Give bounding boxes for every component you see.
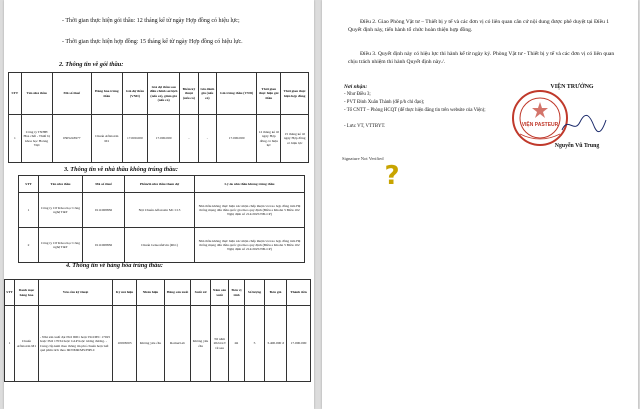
header-win-price: Giá trúng thầu (VND) bbox=[217, 73, 257, 115]
goods-table bbox=[4, 279, 311, 382]
cell: 2 bbox=[19, 228, 39, 263]
table-row bbox=[5, 306, 311, 382]
header-year: Năm sản xuất bbox=[211, 280, 229, 306]
cell: 17.000.000 bbox=[217, 115, 257, 163]
header-stt: STT bbox=[9, 73, 22, 115]
cell: 1 bbox=[9, 115, 22, 163]
cell: 3.400.000 đ bbox=[265, 306, 287, 382]
handwritten-signature bbox=[558, 112, 608, 136]
article-3: Điều 3. Quyết định này có hiệu lực thi hành kể từ ngày ký. Phòng Vật tư - Thiết bị y tế và các đơn vị có liên quan chịu trách nhiệm thi hành Quyết định này./. bbox=[348, 51, 615, 65]
signer-title: VIỆN TRƯỞNG bbox=[550, 84, 594, 90]
article-2: Điều 2. Giao Phòng Vật tư – Thiết bị y tế và các đơn vị có liên quan căn cứ nội dung được phê duyệt tại Điều 1 Quyết định này, tiến hành tổ chức hoàn thiện hợp đồng. bbox=[348, 19, 610, 33]
recipient-item: - Tổ CNTT – Phòng HCQT (để thực hiện đăng tin trên website của Viện); bbox=[344, 108, 486, 113]
recipient-item: - Như Điều 3; bbox=[344, 92, 371, 97]
header-total: Thành tiền bbox=[287, 280, 311, 306]
cell: Từ năm 2024 trở về sau bbox=[211, 306, 229, 382]
cell: Công ty TNHH Hóa chất - Thiết bị khoa học Hoàng Việt bbox=[21, 115, 52, 163]
recipient-item: - Lưu: VT, VTTBYT. bbox=[344, 124, 386, 129]
header-bidder: Tên nhà thầu bbox=[21, 73, 52, 115]
signature-icon bbox=[558, 112, 608, 136]
cell: Chuẩn Aflatoxin M1 bbox=[15, 306, 39, 382]
header-origin: Xuất xứ bbox=[191, 280, 211, 306]
header-contract-time: Thời gian thực hiện hợp đồng bbox=[281, 73, 309, 115]
header-code: Ký mã hiệu bbox=[113, 280, 137, 306]
bullet-contract-duration: - Thời gian thực hiện hợp đồng: 15 tháng kể từ ngày Hợp đồng có hiệu lực. bbox=[62, 39, 243, 45]
bullet-package-duration: - Thời gian thực hiện gói thầu: 12 tháng kể từ ngày Hợp đồng có hiệu lực; bbox=[62, 18, 240, 24]
header-adjusted-price: Giá dự thầu sau điều chỉnh sai lệch (nếu có), giảm giá (nếu có) bbox=[148, 73, 180, 115]
cell: 12 tháng kể từ ngày Hợp đồng có hiệu lực bbox=[257, 115, 281, 163]
signature-status: Signature Not Verified bbox=[342, 156, 384, 161]
package-table bbox=[8, 72, 309, 163]
recipient-item: - PVT Đinh Xuân Thành (để p/h chỉ đạo); bbox=[344, 100, 425, 105]
header-item: Danh mục hàng hóa bbox=[15, 280, 39, 306]
table-row bbox=[9, 115, 309, 163]
cell: Công ty CP Khoa học Công nghệ T&T bbox=[39, 228, 83, 263]
goods-table-header bbox=[5, 280, 311, 306]
header-requirements: Yêu cầu kỹ thuật bbox=[39, 280, 113, 306]
cell: 10003003 bbox=[113, 306, 137, 382]
cell: 17.000.000 bbox=[287, 306, 311, 382]
signer-name: Nguyễn Vũ Trung bbox=[554, 143, 600, 149]
header-tax-code: Mã số thuế bbox=[52, 73, 91, 115]
header-brand: Nhãn hiệu bbox=[137, 280, 165, 306]
cell: 0305243977 bbox=[52, 115, 91, 163]
cell: RomerLab bbox=[165, 306, 191, 382]
header-bid-price: Giá dự thầu (VND) bbox=[122, 73, 147, 115]
header-tech-score: Điểm kỹ thuật (nếu có) bbox=[180, 73, 198, 115]
header-tax-code: Mã số thuế bbox=[83, 176, 125, 193]
package-table-header bbox=[9, 73, 309, 115]
question-mark-icon bbox=[378, 160, 406, 188]
header-unit-price: Đơn giá bbox=[265, 280, 287, 306]
losing-table-header bbox=[19, 176, 305, 193]
cell: - bbox=[198, 115, 216, 163]
header-manufacturer: Hãng sản xuất bbox=[165, 280, 191, 306]
recipients-title: Nơi nhận: bbox=[344, 84, 368, 90]
header-bidder: Tên nhà thầu bbox=[39, 176, 83, 193]
signature-verify-mark bbox=[378, 160, 406, 188]
cell: ml bbox=[229, 306, 245, 382]
cell: Không yêu cầu bbox=[137, 306, 165, 382]
cell: 5 bbox=[245, 306, 265, 382]
section-3-title: 3. Thông tin về nhà thầu không trúng thầu: bbox=[64, 166, 178, 173]
losing-bidders-table bbox=[18, 175, 305, 263]
cell: Công ty CP Khoa học Công nghệ T&T bbox=[39, 193, 83, 228]
cell: 15 tháng kể từ ngày Hợp đồng có hiệu lực bbox=[281, 115, 309, 163]
cell: Nhà thầu không thực hiện xác nhận chấp thuận và trao hợp đồng trên Hệ thống mạng đấu thầu quốc gia theo quy định (Điều a Khoản 5 Điều 102 Nghị định số 214/2025/NĐ-CP) bbox=[195, 228, 305, 263]
cell: 17.000.000 bbox=[122, 115, 147, 163]
header-stt: STT bbox=[5, 280, 15, 306]
cell: 0111068836 bbox=[83, 193, 125, 228]
header-reason: Lý do nhà thầu không trúng thầu bbox=[195, 176, 305, 193]
cell: 1 bbox=[19, 193, 39, 228]
cell: Không yêu cầu bbox=[191, 306, 211, 382]
cell: Nội Chuẩn Aflatoxin M1 C13 bbox=[125, 193, 195, 228]
header-quantity: Số lượng bbox=[245, 280, 265, 306]
cell: 0111068836 bbox=[83, 228, 125, 263]
header-unit: Đơn vị tính bbox=[229, 280, 245, 306]
right-page bbox=[322, 0, 638, 409]
stamp-text: VIỆN PASTEUR bbox=[521, 122, 559, 128]
cell: - bbox=[180, 115, 198, 163]
svg-text:?: ? bbox=[384, 161, 400, 188]
header-eval-price: Giá đánh giá (nếu có) bbox=[198, 73, 216, 115]
cell: - Nhà sản xuất đạt ISO 9001 hoặc ISO/IEC 17025 hoặc ISO 17034 hoặc GLP hoặc tương đương. - Cung cấp kèm theo thông tin phổ chuẩn hoặc kết quả phân tích theo IR/NMR/MS/HPLC bbox=[39, 306, 113, 382]
left-page bbox=[4, 0, 314, 409]
cell: Chuẩn Aflatoxin M1 bbox=[91, 115, 122, 163]
section-4-title: 4. Thông tin về hàng hóa trúng thầu: bbox=[66, 262, 163, 269]
table-row bbox=[19, 193, 305, 228]
header-stt: STT bbox=[19, 176, 39, 193]
cell: Nhà thầu không thực hiện xác nhận chấp thuận và trao hợp đồng trên Hệ thống mạng đấu thầu quốc gia theo quy định (Điều a Khoản 5 Điều 102 Nghị định số 214/2025/NĐ-CP) bbox=[195, 193, 305, 228]
header-package-time: Thời gian thực hiện gói thầu bbox=[257, 73, 281, 115]
table-row bbox=[19, 228, 305, 263]
cell: 17.000.000 bbox=[148, 115, 180, 163]
cell: 1 bbox=[5, 306, 15, 382]
header-goods: Hàng hóa trúng thầu bbox=[91, 73, 122, 115]
cell: Chuẩn Griseofulvin (Rb1) bbox=[125, 228, 195, 263]
header-lot: Phần/lô nhà thầu tham dự bbox=[125, 176, 195, 193]
section-2-title: 2. Thông tin về gói thầu: bbox=[59, 61, 124, 68]
